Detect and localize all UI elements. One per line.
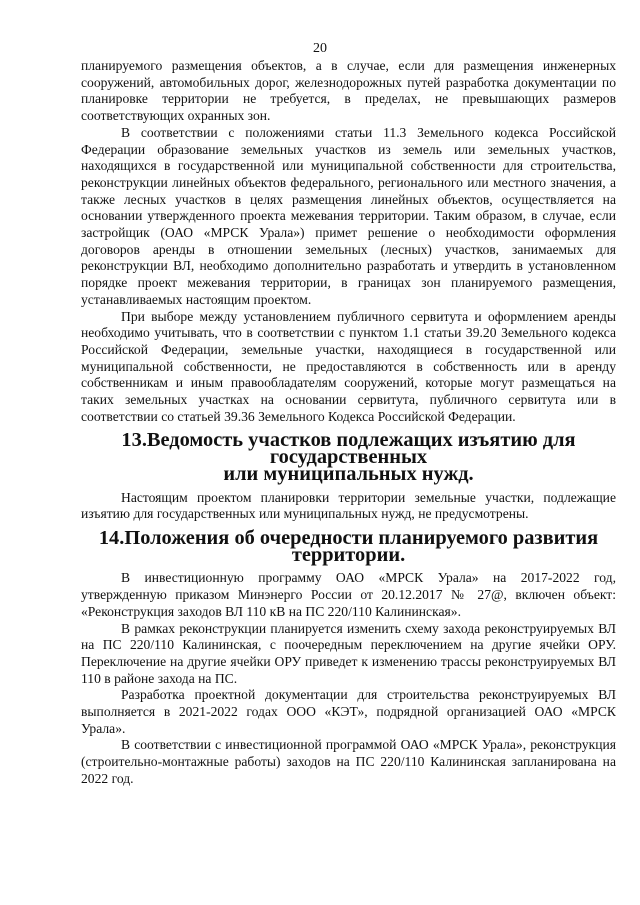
paragraph-no-seizure: Настоящим проектом планировки территории земельные участки, подлежащие изъятию для государственных или муниципальных нужд, не предусмотрены. (81, 489, 616, 522)
paragraph-servitude-vs-lease: При выборе между установлением публичного сервитута и оформлением аренды необходимо учитывать, что в соответствии с пунктом 1.1 статьи 39.20 Земельного кодекса Российской Федерации, земельные участки, находящиеся в государственной или муниципальной собственности, не предоставляются в собственность или в аренду собственникам и иным правообладателям сооружений, которые могут размещаться на таких земельных участках на основании сервитута, публичного сервитута или в соответствии со статьей 39.36 Земельного Кодекса Российской Федерации. (81, 308, 616, 424)
paragraph-design-docs: Разработка проектной документации для строительства реконструируемых ВЛ выполняется в 2021-2022 годах ООО «КЭТ», подрядной организацией ОАО «МРСК Урала». (81, 687, 616, 736)
section-heading-13-line-2: или муниципальных нужд. (223, 462, 474, 485)
paragraph-intro-continuation: планируемого размещения объектов, а в случае, если для размещения инженерных сооружений, автомобильных дорог, железнодорожных путей разработка документации по планировке территории не требуется, в пределах, не превышающих размеров соответствующих охранных зон. (81, 58, 616, 124)
paragraph-land-code-11-3: В соответствии с положениями статьи 11.3 Земельного кодекса Российской Федерации образование земельных участков из земель или земельных участков, находящихся в государственной или муниципальной собственности для строительства, реконструкции линейных объектов федерального, регионального или местного значения, а также лесных участков в целях размещения линейных объектов, осуществляется на основании утвержденного проекта межевания территории. Таким образом, в случае, если застройщик (ОАО «МРСК Урала») примет решение о необходимости оформления договоров аренды в отношении земельных (лесных) участков, занимаемых для реконструкции ВЛ, необходимо дополнительно разработать и утвердить в установленном порядке проект межевания территории, в границах зон планируемого размещения, устанавливаемых настоящим проектом. (81, 124, 616, 307)
paragraph-construction-schedule: В соответствии с инвестиционной программой ОАО «МРСК Урала», реконструкция (строительно-монтажные работы) заходов на ПС 220/110 Калининская запланирована на 2022 год. (81, 737, 616, 786)
document-body (81, 58, 616, 788)
section-heading-14-line-1: 14.Положения об очередности планируемого развития территории. (98, 526, 599, 566)
page-number: 20 (313, 41, 327, 56)
section-heading-13 (81, 425, 616, 489)
paragraph-reconstruction-scheme: В рамках реконструкции планируется изменить схему захода реконструируемых ВЛ на ПС 220/110 Калининская, с поочередным переключением на другие ячейки ОРУ. Переключение на другие ячейки ОРУ приведет к изменению трассы реконструируемых ВЛ 110 в районе захода на ПС. (81, 620, 616, 686)
section-heading-13-line-1: 13.Ведомость участков подлежащих изъятию для государственных (121, 429, 576, 469)
section-heading-14 (81, 523, 616, 570)
paragraph-investment-program: В инвестиционную программу ОАО «МРСК Урала» на 2017-2022 год, утвержденную приказом Минэнерго России от 20.12.2017 № 27@, включен объект: «Реконструкция заходов ВЛ 110 кВ на ПС 220/110 Калининская». (81, 570, 616, 619)
